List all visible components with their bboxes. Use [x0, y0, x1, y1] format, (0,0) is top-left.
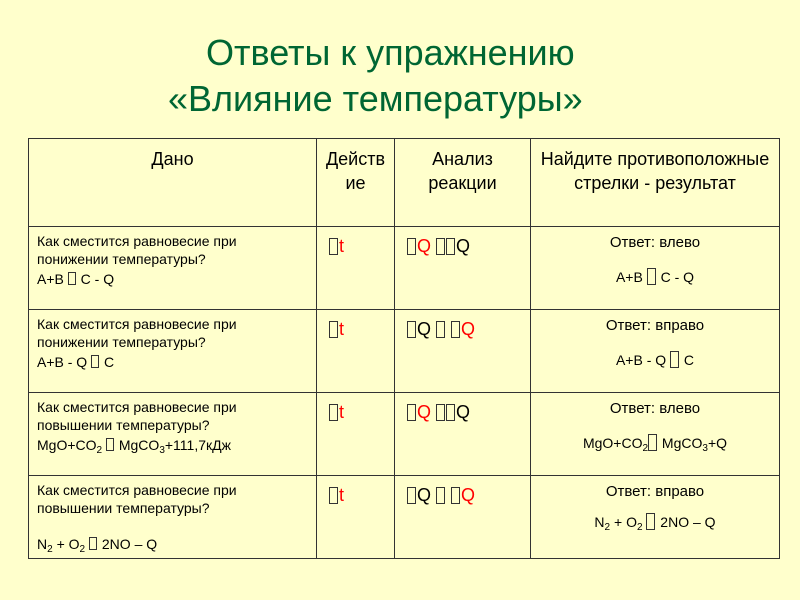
arrow-placeholder-icon	[436, 321, 445, 338]
action-symbol: t	[339, 485, 345, 505]
arrow-placeholder-icon	[646, 513, 655, 530]
analysis-left: Q	[417, 319, 432, 339]
arrow-placeholder-icon	[68, 272, 76, 285]
analysis-cell	[395, 393, 531, 476]
equation-text: $MgO+CO_2$ MgCO$_3$+111,7кДж	[37, 437, 231, 456]
table-row	[29, 310, 780, 393]
question-text: Как сместится равновесие при повышении температуры?	[37, 482, 237, 516]
analysis-cell	[395, 476, 531, 559]
arrow-placeholder-icon	[329, 321, 338, 338]
action-symbol: t	[339, 236, 345, 256]
result-formula: A+B C - Q	[615, 269, 695, 285]
analysis-cell	[395, 310, 531, 393]
result-formula: $N_2 + O_2$ 2NO – Q	[594, 514, 716, 533]
analysis-cell	[395, 227, 531, 310]
question-text: Как сместится равновесие при понижении температуры?	[37, 316, 237, 350]
arrow-placeholder-icon	[89, 537, 97, 550]
analysis-right: Q	[456, 402, 471, 422]
arrow-placeholder-icon	[436, 404, 445, 421]
arrow-placeholder-icon	[451, 321, 460, 338]
arrow-placeholder-icon	[407, 404, 416, 421]
question-text: Как сместится равновесие при понижении температуры?	[37, 233, 237, 267]
answer-text: Ответ: влево	[609, 234, 701, 251]
slide-title	[0, 30, 800, 122]
arrow-placeholder-icon	[407, 321, 416, 338]
action-cell	[317, 476, 395, 559]
analysis-right: Q	[461, 319, 476, 339]
action-cell	[317, 393, 395, 476]
arrow-placeholder-icon	[329, 404, 338, 421]
analysis-right: Q	[456, 236, 471, 256]
equation-text: $N_2 + O_2$ 2NO – Q	[37, 536, 158, 555]
header-result: Найдите противоположные стрелки - результат	[531, 139, 780, 227]
action-cell	[317, 310, 395, 393]
given-cell	[29, 476, 317, 559]
arrow-placeholder-icon	[647, 268, 656, 285]
result-cell	[531, 310, 780, 393]
arrow-placeholder-icon	[407, 487, 416, 504]
arrow-placeholder-icon	[436, 487, 445, 504]
table-row	[29, 227, 780, 310]
action-cell	[317, 227, 395, 310]
arrow-placeholder-icon	[670, 351, 679, 368]
answer-text: Ответ: влево	[609, 400, 701, 417]
title-line-1: Ответы к упражнению	[206, 32, 575, 73]
arrow-placeholder-icon	[436, 238, 445, 255]
analysis-left: Q	[417, 485, 432, 505]
header-action: Действие	[317, 139, 395, 227]
answer-text: Ответ: вправо	[605, 483, 705, 500]
equation-text: A+B - Q C	[37, 354, 115, 370]
equation-text: A+B C - Q	[37, 271, 115, 287]
result-cell	[531, 227, 780, 310]
table-row	[29, 393, 780, 476]
answers-table	[28, 138, 780, 559]
given-cell	[29, 227, 317, 310]
result-cell	[531, 476, 780, 559]
arrow-placeholder-icon	[329, 487, 338, 504]
arrow-placeholder-icon	[329, 238, 338, 255]
arrow-placeholder-icon	[446, 238, 455, 255]
question-text: Как сместится равновесие при повышении температуры?	[37, 399, 237, 433]
arrow-placeholder-icon	[648, 434, 657, 451]
given-cell	[29, 310, 317, 393]
result-cell	[531, 393, 780, 476]
given-cell	[29, 393, 317, 476]
table-header-row	[29, 139, 780, 227]
analysis-left: Q	[417, 402, 432, 422]
analysis-right: Q	[461, 485, 476, 505]
answer-text: Ответ: вправо	[605, 317, 705, 334]
table-row	[29, 476, 780, 559]
result-formula: $MgO+CO_2$ MgCO$_3$+Q	[582, 435, 728, 454]
action-symbol: t	[339, 402, 345, 422]
analysis-left: Q	[417, 236, 432, 256]
title-line-2: «Влияние температуры»	[168, 78, 583, 119]
result-formula: A+B - Q C	[615, 352, 695, 368]
action-symbol: t	[339, 319, 345, 339]
header-analysis: Анализ реакции	[395, 139, 531, 227]
arrow-placeholder-icon	[91, 355, 99, 368]
arrow-placeholder-icon	[451, 487, 460, 504]
arrow-placeholder-icon	[407, 238, 416, 255]
header-given: Дано	[29, 139, 317, 227]
arrow-placeholder-icon	[106, 438, 114, 451]
arrow-placeholder-icon	[446, 404, 455, 421]
